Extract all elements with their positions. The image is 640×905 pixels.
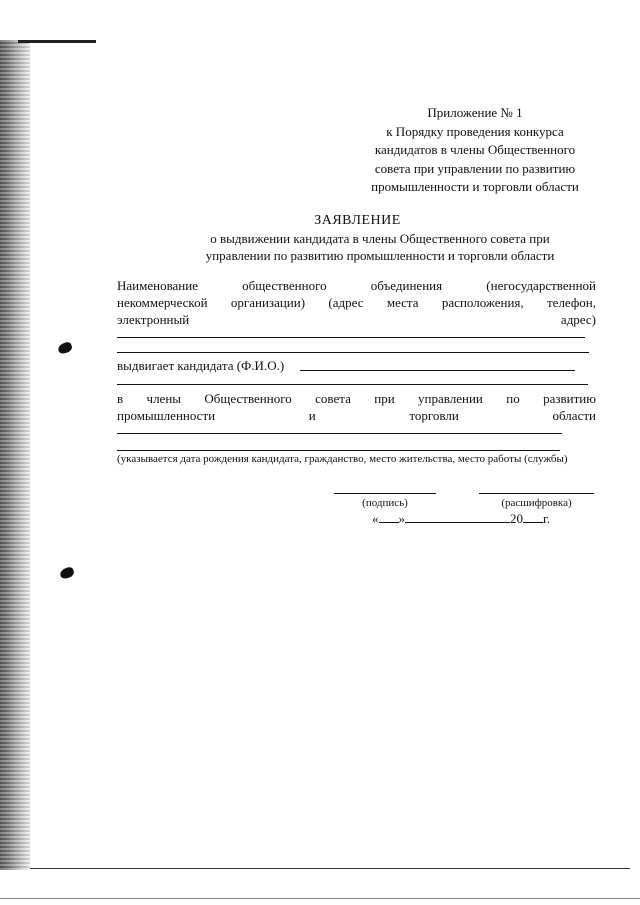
year-suffix: г. (543, 511, 551, 526)
nominee-fill-line[interactable] (117, 384, 588, 385)
decode-label: (расшифровка) (501, 497, 572, 509)
year-prefix: 20 (510, 511, 523, 526)
membership-word: развитию (543, 391, 596, 406)
scan-bottom-edge (0, 898, 640, 899)
details-fill-line[interactable] (117, 450, 560, 451)
org-line: некоммерческой организации) (адрес места расположения, телефон, (117, 295, 596, 310)
membership-word: Общественного (204, 391, 292, 406)
appendix-line: кандидатов в члены Общественного (374, 142, 576, 157)
appendix-header (360, 104, 590, 197)
year-field[interactable] (523, 510, 543, 523)
punch-hole-mark (57, 341, 74, 355)
membership-word: в (117, 391, 124, 406)
membership-line (117, 390, 596, 407)
details-fill-line[interactable] (117, 433, 562, 434)
appendix-line: к Порядку проведения конкурса (386, 123, 564, 139)
scan-top-mark (18, 40, 96, 43)
subtitle-line: о выдвижении кандидата в члены Общественного совета при (210, 231, 550, 246)
appendix-line: совета при управлении по развитию (374, 160, 576, 176)
membership-word: и (308, 408, 316, 423)
punch-hole-mark (59, 566, 76, 580)
nominee-row (117, 357, 596, 374)
appendix-line: промышленности и торговли области (371, 179, 579, 194)
membership-block (117, 390, 596, 424)
scan-edge-shadow (0, 40, 30, 870)
day-field[interactable] (379, 510, 399, 523)
instruction-note: (указывается дата рождения кандидата, гражданство, место жительства, место работы (службы) (117, 453, 568, 465)
signature-label: (подпись) (362, 497, 408, 509)
nominee-name-field[interactable] (300, 370, 575, 371)
membership-word: промышленности (117, 408, 216, 423)
org-fill-line[interactable] (117, 352, 589, 353)
month-field[interactable] (405, 510, 510, 523)
org-line-right: адрес) (560, 312, 596, 327)
org-line-left: электронный (117, 312, 190, 327)
membership-word: торговли (409, 408, 459, 423)
nominee-label: выдвигает кандидата (Ф.И.О.) (117, 358, 285, 373)
membership-word: совета (315, 391, 351, 406)
org-line (117, 311, 596, 328)
signature-field[interactable] (334, 493, 436, 494)
org-fill-line[interactable] (117, 337, 585, 338)
organization-block (117, 277, 596, 328)
membership-word: управлении (418, 391, 483, 406)
decode-field[interactable] (479, 493, 594, 494)
membership-word: по (506, 391, 520, 406)
membership-line (117, 407, 596, 424)
document-subtitle (100, 230, 640, 264)
scan-bottom-mark (30, 868, 630, 869)
org-line: Наименование общественного объединения (негосударственной (117, 278, 596, 293)
date-row (372, 510, 550, 527)
document-title: ЗАЯВЛЕНИЕ (314, 213, 401, 228)
membership-word: члены (146, 391, 182, 406)
subtitle-line: управлении по развитию промышленности и торговли области (205, 248, 555, 263)
quote-close: » (398, 511, 405, 526)
appendix-line: Приложение № 1 (427, 105, 523, 120)
membership-word: области (552, 408, 596, 423)
membership-word: при (374, 391, 395, 406)
quote-open: « (372, 511, 379, 526)
